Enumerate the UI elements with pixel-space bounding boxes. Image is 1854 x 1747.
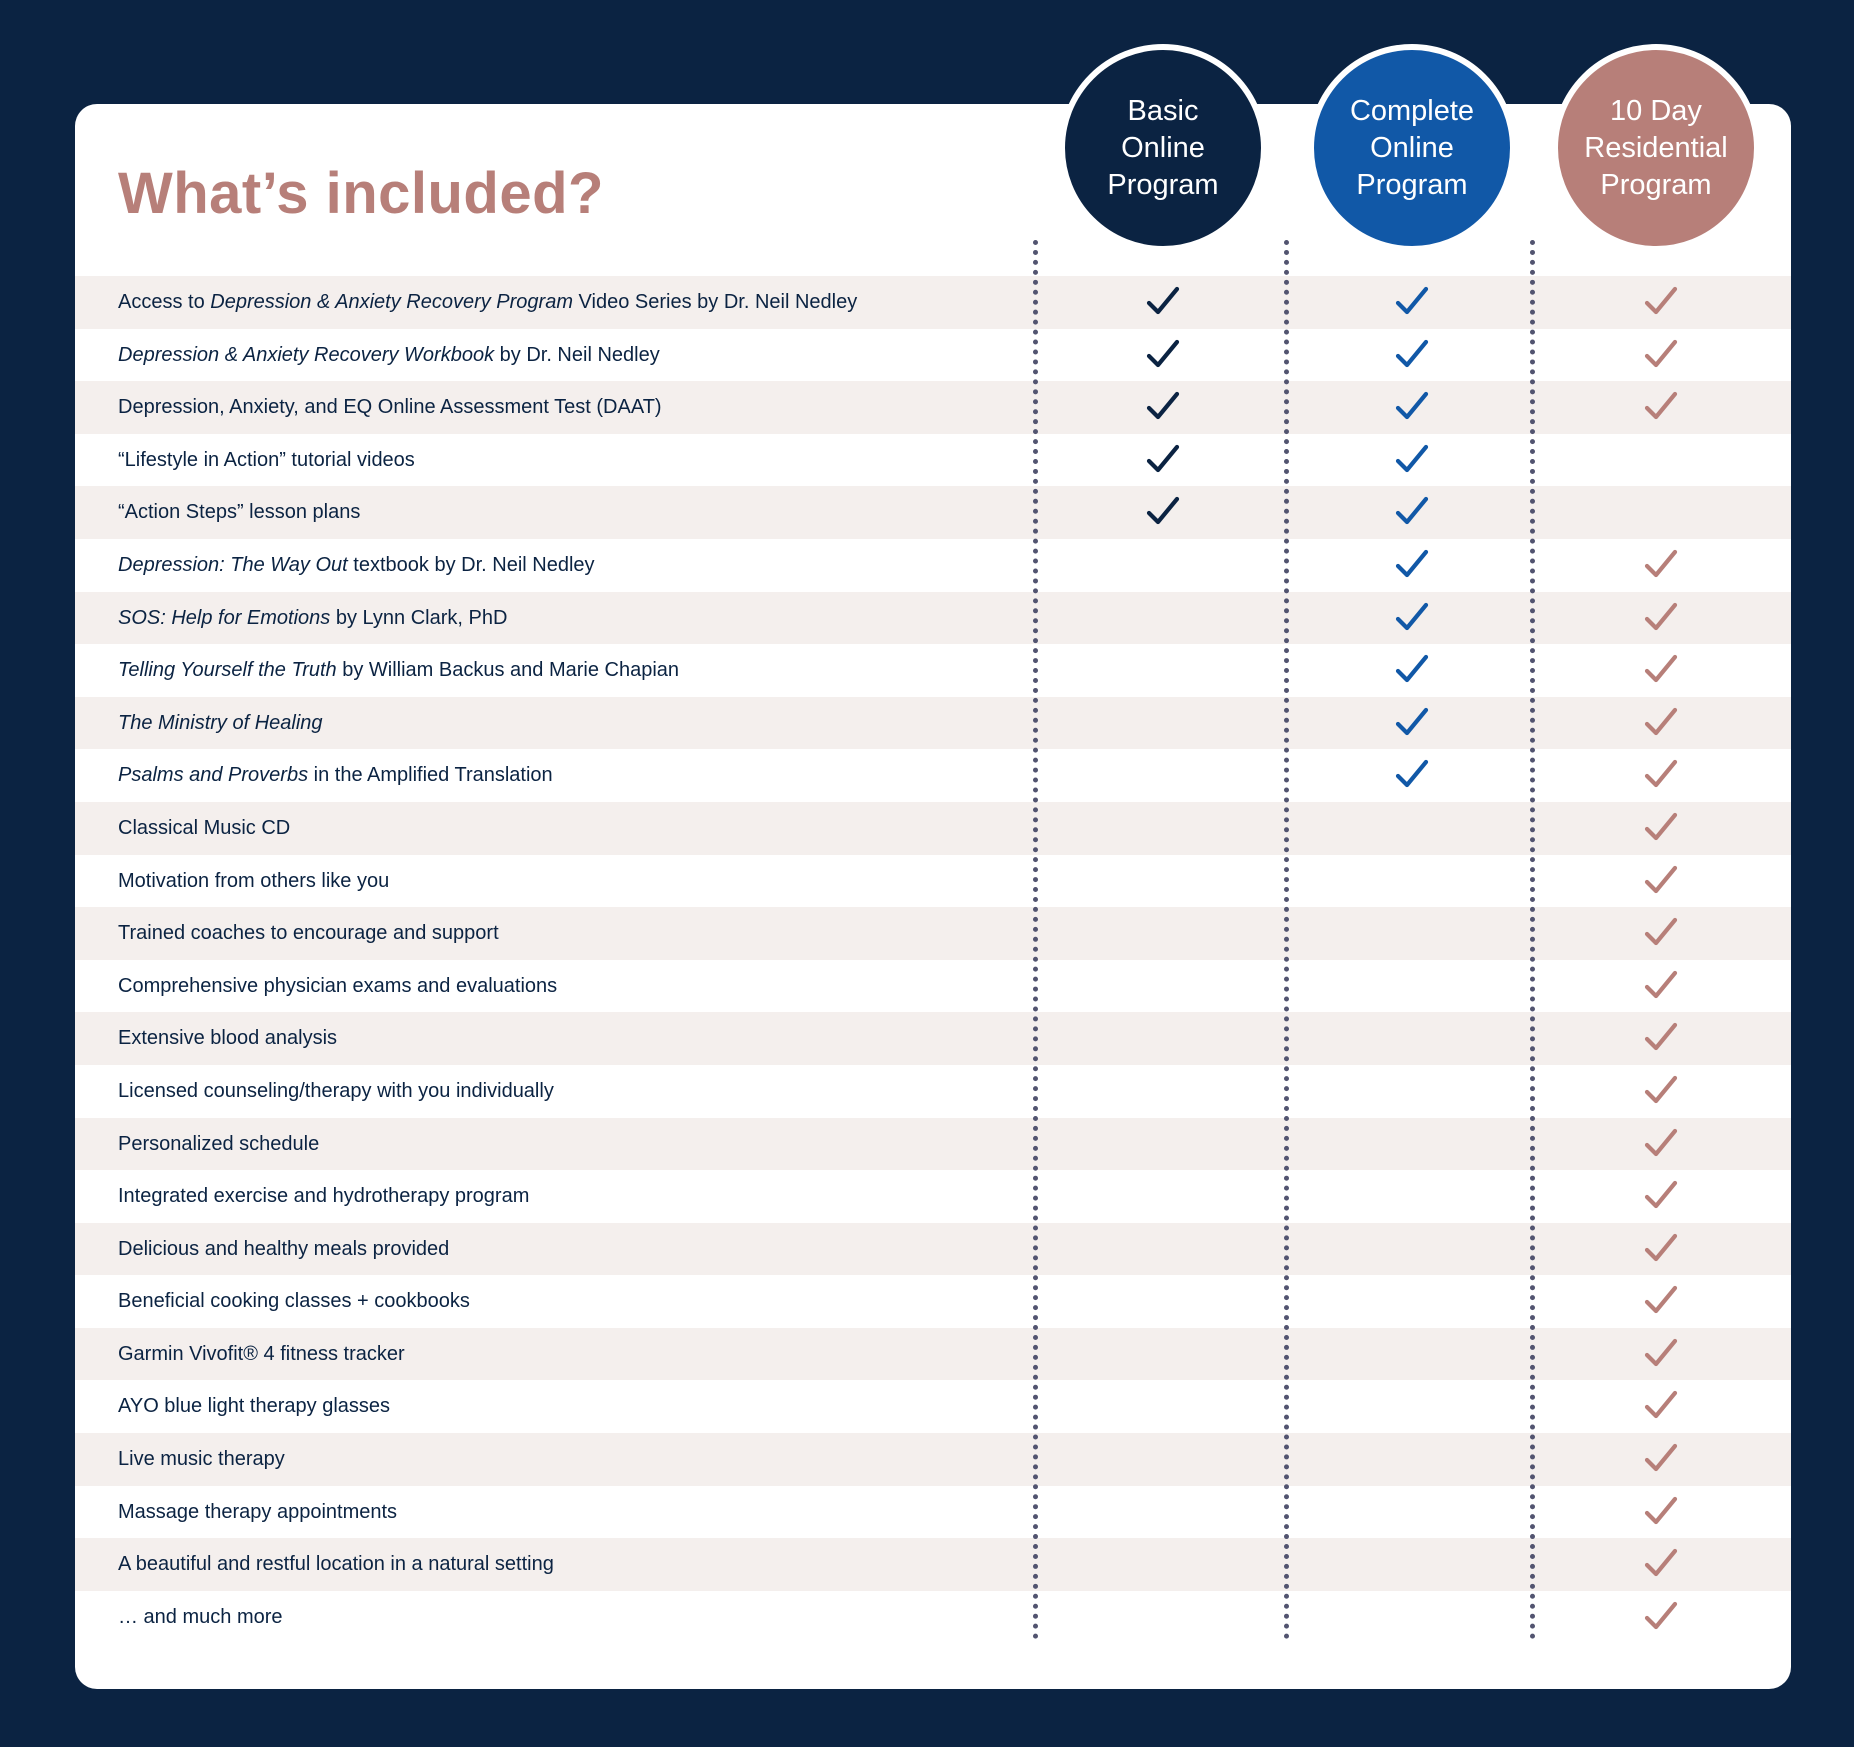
feature-label: Depression & Anxiety Recovery Workbook by Dr. Neil Nedley [118,343,660,366]
check-icon [1641,755,1681,795]
feature-label: Trained coaches to encourage and support [118,922,499,945]
column-divider [1033,240,1038,1640]
check-icon [1641,1334,1681,1374]
feature-label: … and much more [118,1605,283,1628]
feature-label: “Action Steps” lesson plans [118,501,361,524]
feature-label: Licensed counseling/therapy with you individually [118,1079,554,1102]
feature-label: Delicious and healthy meals provided [118,1237,450,1260]
check-icon [1143,387,1183,427]
feature-label: Motivation from others like you [118,869,390,892]
check-icon [1143,282,1183,322]
check-icon [1392,387,1432,427]
check-icon [1641,1124,1681,1164]
check-icon [1641,335,1681,375]
check-icon [1641,1281,1681,1321]
check-icon [1392,545,1432,585]
check-icon [1641,966,1681,1006]
feature-label: Beneficial cooking classes + cookbooks [118,1290,470,1313]
check-icon [1143,440,1183,480]
feature-label: Depression: The Way Out textbook by Dr. Neil Nedley [118,553,595,576]
check-icon [1641,1176,1681,1216]
column-header-basic [1059,44,1267,252]
check-icon [1392,492,1432,532]
check-icon [1392,335,1432,375]
feature-label: Extensive blood analysis [118,1027,338,1050]
feature-label: Classical Music CD [118,816,291,839]
check-icon [1641,1018,1681,1058]
column-divider [1530,240,1535,1640]
feature-label: Telling Yourself the Truth by William Backus and Marie Chapian [118,659,680,682]
feature-label: “Lifestyle in Action” tutorial videos [118,448,415,471]
check-icon [1641,1544,1681,1584]
check-icon [1641,650,1681,690]
column-header-residential-label: 10 Day Residential Program [1584,94,1728,201]
feature-label: Depression, Anxiety, and EQ Online Assessment Test (DAAT) [118,396,662,419]
feature-label: Psalms and Proverbs in the Amplified Translation [118,764,553,787]
check-icon [1392,282,1432,322]
check-icon [1641,861,1681,901]
feature-label: Garmin Vivofit® 4 fitness tracker [118,1342,405,1365]
check-icon [1641,545,1681,585]
feature-label: Live music therapy [118,1448,285,1471]
check-icon [1392,755,1432,795]
check-icon [1392,650,1432,690]
feature-label: SOS: Help for Emotions by Lynn Clark, PhD [118,606,508,629]
check-icon [1392,703,1432,743]
check-icon [1641,703,1681,743]
check-icon [1641,808,1681,848]
feature-label: Integrated exercise and hydrotherapy program [118,1185,530,1208]
column-divider [1284,240,1289,1640]
check-icon [1641,387,1681,427]
page-title: What’s included? [118,161,604,226]
feature-label: The Ministry of Healing [118,711,323,734]
feature-label: Comprehensive physician exams and evaluations [118,974,558,997]
check-icon [1143,492,1183,532]
check-icon [1641,1071,1681,1111]
check-icon [1641,282,1681,322]
feature-label: Personalized schedule [118,1132,320,1155]
column-header-basic-label: Basic Online Program [1107,94,1219,201]
check-icon [1641,913,1681,953]
check-icon [1392,440,1432,480]
check-icon [1641,1229,1681,1269]
check-icon [1641,1439,1681,1479]
check-icon [1641,598,1681,638]
feature-label: Massage therapy appointments [118,1500,398,1523]
feature-label: AYO blue light therapy glasses [118,1395,391,1418]
column-header-complete-label: Complete Online Program [1349,94,1475,201]
check-icon [1143,335,1183,375]
check-icon [1392,598,1432,638]
check-icon [1641,1492,1681,1532]
check-icon [1641,1386,1681,1426]
feature-label: Access to Depression & Anxiety Recovery Program Video Series by Dr. Neil Nedley [118,291,858,313]
column-header-complete [1308,44,1516,252]
feature-label: A beautiful and restful location in a natural setting [118,1553,554,1576]
column-header-residential [1552,44,1760,252]
check-icon [1641,1597,1681,1637]
